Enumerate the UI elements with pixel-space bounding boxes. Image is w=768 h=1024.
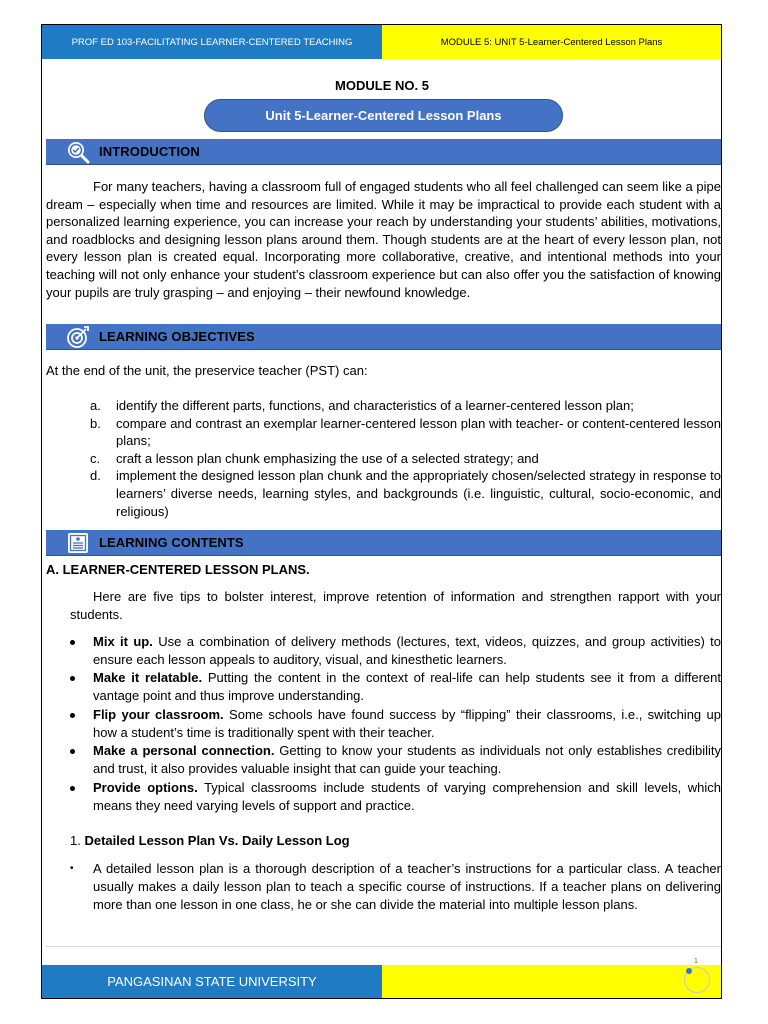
footer-yellow-band: [382, 965, 721, 998]
subheading-text: Detailed Lesson Plan Vs. Daily Lesson Log: [84, 833, 350, 848]
objectives-section-bar: [46, 324, 721, 350]
contents-section-bar: [46, 530, 721, 556]
small-bullet-icon: •: [70, 863, 74, 874]
tips-list: [70, 633, 721, 815]
objective-label: a.: [90, 398, 101, 413]
contents-intro: Here are five tips to bolster interest, improve retention of information and strengthen rapport with your students.: [70, 589, 721, 622]
module-number-title: MODULE NO. 5: [335, 78, 429, 93]
tip-item: [70, 706, 721, 742]
bullet-icon: [70, 786, 75, 791]
tip-title: Mix it up.: [93, 634, 153, 649]
bullet-icon: [70, 749, 75, 754]
tip-title: Provide options.: [93, 779, 198, 795]
detail-paragraph: [70, 860, 721, 914]
document-icon: [66, 531, 90, 555]
tip-text: Some schools have found success by “flipping” their classrooms, i.e., switching up how a student’s time is traditionally spent with their teacher.: [93, 706, 721, 740]
tip-item: [70, 742, 721, 778]
header-module-text: MODULE 5: UNIT 5-Learner-Centered Lesson Plans: [440, 36, 663, 48]
objective-item: [90, 415, 721, 450]
tip-item: [70, 633, 721, 669]
page-number: 1: [694, 958, 698, 965]
objectives-lead: At the end of the unit, the preservice teacher (PST) can:: [46, 363, 368, 378]
tip-text: Use a combination of delivery methods (lectures, text, videos, quizzes, and group activities) to ensure each lesson appeals to auditory, visual, and kinesthetic learners.: [93, 634, 721, 667]
unit-title-text: Unit 5-Learner-Centered Lesson Plans: [265, 108, 502, 123]
objective-label: c.: [90, 450, 101, 466]
objective-label: b.: [90, 415, 101, 431]
contents-title: LEARNING CONTENTS: [99, 535, 244, 550]
objective-item: [90, 450, 721, 468]
tip-item: [70, 779, 721, 815]
tip-item: [70, 669, 721, 705]
header-module-title: [382, 25, 721, 59]
header-course-title: [42, 25, 382, 59]
tip-text: Getting to know your students as individuals not only establishes credibility and trust, it also provides valuable insight that can guide your teaching.: [93, 743, 721, 777]
target-icon: [66, 325, 90, 349]
footer-university: [42, 965, 382, 998]
magnifier-icon: [66, 140, 90, 164]
introduction-paragraph: For many teachers, having a classroom full of engaged students who all feel challenged can seem like a pipe dream – especially when time and resources are limited. While it may be impractical to provide each student with a personalized learning experience, you can increase your reach by understanding your students’ abilities, motivations, and roadblocks and designing lesson plans around them. Though students are at the heart of every lesson plan, not every lesson plan is created equal. Incorporating more collaborative, creative, and intentional methods into your teaching will not only enhance your student’s classroom experience but can also offer you the satisfaction of knowing your pupils are truly grasping – and enjoying – their newfound knowledge.: [46, 179, 721, 300]
tip-text: Typical classrooms include students of varying comprehension and skill levels, which means they need varying levels of support and practice.: [93, 779, 721, 813]
contents-heading: A. LEARNER-CENTERED LESSON PLANS.: [46, 562, 310, 577]
introduction-section-bar: [46, 139, 721, 165]
objective-text: craft a lesson plan chunk emphasizing the use of a selected strategy; and: [116, 450, 539, 466]
introduction-title: INTRODUCTION: [99, 144, 200, 159]
objectives-list: [90, 397, 721, 520]
objective-label: d.: [90, 468, 101, 484]
page-dot-icon: [686, 968, 692, 974]
tip-text: Putting the content in the context of real-life can help students see it from a different vantage point and thus improve understanding.: [93, 670, 721, 704]
bullet-icon: [70, 676, 75, 681]
objective-text: compare and contrast an exemplar learner-centered lesson plan with teacher- or content-centered lesson plans;: [116, 415, 721, 449]
subheading: [70, 833, 350, 848]
header-course-text: PROF ED 103-FACILITATING LEARNER-CENTERED TEACHING: [71, 36, 353, 48]
detail-text: A detailed lesson plan is a thorough description of a teacher’s instructions for a particular class. A teacher usually makes a daily lesson plan to teach a specific course of instructions. If a teacher plans on delivering more than one lesson in one class, he or she can divide the material into multiple lesson plans.: [93, 861, 721, 912]
tip-title: Flip your classroom.: [93, 706, 224, 722]
objective-text: implement the designed lesson plan chunk and the appropriately chosen/selected strategy in response to learners’ diverse needs, learning styles, and backgrounds (i.e. linguistic, cultural, socio-economic, and religious): [116, 468, 721, 519]
footer-divider: [46, 946, 721, 947]
objective-item: [90, 467, 721, 520]
tip-title: Make a personal connection.: [93, 743, 275, 759]
footer-university-text: PANGASINAN STATE UNIVERSITY: [107, 974, 317, 989]
bullet-icon: [70, 713, 75, 718]
objective-text: identify the different parts, functions, and characteristics of a learner-centered lesson plan;: [116, 398, 634, 413]
objectives-title: LEARNING OBJECTIVES: [99, 329, 255, 344]
objective-item: [90, 397, 721, 415]
unit-title-pill: [204, 99, 563, 132]
subheading-number: 1.: [70, 833, 81, 848]
bullet-icon: [70, 640, 75, 645]
tip-title: Make it relatable.: [93, 670, 203, 686]
